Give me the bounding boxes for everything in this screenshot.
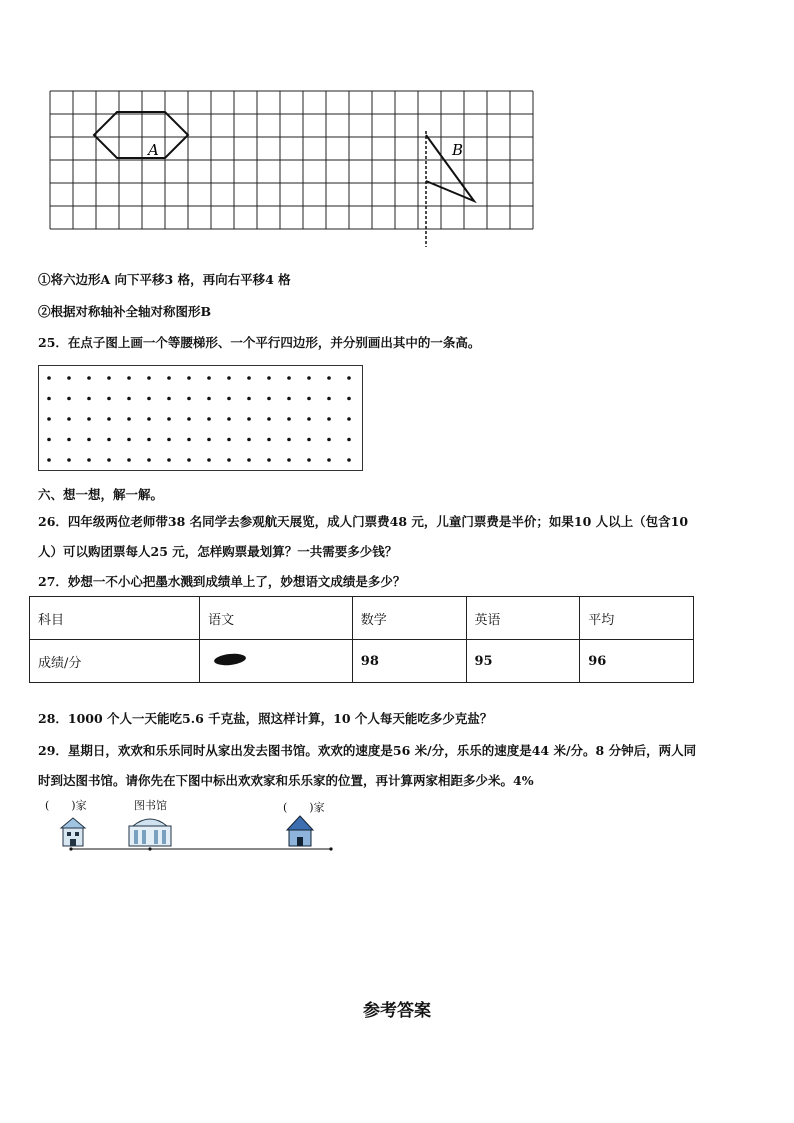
q29-line2: 时到达图书馆。请你先在下图中标出欢欢家和乐乐家的位置，再计算两家相距多少米。4% <box>38 773 534 788</box>
grid-dot <box>47 376 51 380</box>
grid-dot <box>107 438 111 442</box>
table-cell: 95 <box>466 640 580 683</box>
grid-dot <box>67 458 71 462</box>
grid-dot <box>127 376 131 380</box>
grid-dot <box>167 458 171 462</box>
grid-dot <box>327 458 331 462</box>
table-header-row <box>30 597 694 640</box>
table-cell: 96 <box>580 640 694 683</box>
grid-dot <box>227 417 231 421</box>
library-label: 图书馆 <box>134 799 167 812</box>
grid-dot <box>127 458 131 462</box>
label-b: B <box>452 141 464 159</box>
table-cell: 98 <box>352 640 466 683</box>
grid-dot <box>207 458 211 462</box>
route-point <box>148 847 151 850</box>
table-row <box>30 640 694 683</box>
grid-dot <box>347 438 351 442</box>
section-title: 六、想一想，解一解。 <box>38 487 164 502</box>
grid-dot <box>287 438 291 442</box>
grid-dot <box>267 417 271 421</box>
grid-dot <box>167 417 171 421</box>
grid-dot <box>287 417 291 421</box>
q24-step2: ②根据对称轴补全轴对称图形B <box>38 304 212 319</box>
grid-dot <box>127 417 131 421</box>
grid-dot <box>87 458 91 462</box>
grid-dot <box>47 397 51 401</box>
q29-line1: 29．星期日，欢欢和乐乐同时从家出发去图书馆。欢欢的速度是56 米/分，乐乐的速度是44 米/分。8 分钟后，两人同 <box>38 743 697 758</box>
grid-dot <box>87 438 91 442</box>
grid-dot <box>247 376 251 380</box>
grid-dot <box>327 417 331 421</box>
grid-dot <box>227 438 231 442</box>
grid-dot <box>247 397 251 401</box>
label-a: A <box>148 141 159 159</box>
grid-dot <box>267 397 271 401</box>
grid-dot <box>247 458 251 462</box>
grid-dot <box>87 397 91 401</box>
grid-dot <box>187 376 191 380</box>
grid-dot <box>187 417 191 421</box>
grid-dot <box>347 397 351 401</box>
grid-dot <box>347 417 351 421</box>
grid-dot <box>147 376 151 380</box>
library-icon <box>129 819 171 846</box>
grid-dot <box>307 458 311 462</box>
q26-line1: 26．四年级两位老师带38 名同学去参观航天展览，成人门票费48 元，儿童门票费是半价；如果10 人以上（包含10 <box>38 514 689 529</box>
ink-blot <box>214 652 247 666</box>
grid-dot <box>67 438 71 442</box>
grid-dot <box>167 376 171 380</box>
grid-dot <box>287 397 291 401</box>
grid-dot <box>247 417 251 421</box>
grid-dot <box>267 376 271 380</box>
table-header: 平均 <box>580 597 694 640</box>
grid-dot <box>67 417 71 421</box>
ink-blot-cell <box>200 640 353 683</box>
grid-dot <box>67 397 71 401</box>
route-point <box>69 847 72 850</box>
q26-line2: 人）可以购团票每人25 元，怎样购票最划算？一共需要多少钱？ <box>38 544 398 559</box>
grid-dot <box>167 438 171 442</box>
dot-grid <box>38 365 363 471</box>
grid-dot <box>347 376 351 380</box>
grid-dot <box>307 417 311 421</box>
route-point <box>329 847 332 850</box>
grid-dot <box>127 397 131 401</box>
grid-dot <box>207 397 211 401</box>
grid-dot <box>207 438 211 442</box>
grid-dot <box>327 397 331 401</box>
grid-dot <box>47 438 51 442</box>
grid-dot <box>187 438 191 442</box>
grid-dot <box>107 397 111 401</box>
grid-dot <box>147 438 151 442</box>
table-header: 英语 <box>466 597 580 640</box>
grid-dot <box>227 376 231 380</box>
grid-dot <box>107 376 111 380</box>
grid-dot <box>107 417 111 421</box>
answers-title: 参考答案 <box>363 1001 431 1021</box>
grid-dot <box>87 417 91 421</box>
grid-dot <box>127 438 131 442</box>
grid-dot <box>67 376 71 380</box>
grid-dot <box>287 376 291 380</box>
grid-dot <box>207 376 211 380</box>
route-diagram <box>55 810 345 855</box>
row-label: 成绩/分 <box>30 640 200 683</box>
grid-dot <box>227 458 231 462</box>
grid-dot <box>147 417 151 421</box>
grid-figure <box>48 89 551 247</box>
grid-dot <box>207 417 211 421</box>
table-header: 科目 <box>30 597 200 640</box>
grid-dot <box>147 397 151 401</box>
grid-dot <box>187 458 191 462</box>
grid-dot <box>307 376 311 380</box>
grid-dot <box>327 438 331 442</box>
right-house-icon <box>287 816 313 846</box>
grid-dot <box>227 397 231 401</box>
left-house-label: ( )家 <box>45 799 87 812</box>
right-house-label: ( )家 <box>283 801 325 814</box>
grid-dot <box>87 376 91 380</box>
grid-dot <box>147 458 151 462</box>
grid-dot <box>47 417 51 421</box>
q28-text: 28．1000 个人一天能吃5.6 千克盐，照这样计算，10 个人每天能吃多少克盐？ <box>38 711 493 726</box>
grid-dot <box>267 458 271 462</box>
grid-dot <box>187 397 191 401</box>
grid-dot <box>47 458 51 462</box>
grid-dot <box>287 458 291 462</box>
left-house-icon <box>61 818 85 846</box>
grid-dot <box>347 458 351 462</box>
grid-dot <box>307 438 311 442</box>
table-header: 语文 <box>200 597 353 640</box>
grid-dot <box>107 458 111 462</box>
grid-dot <box>327 376 331 380</box>
q24-step1: ①将六边形A 向下平移3 格，再向右平移4 格 <box>38 272 291 287</box>
hexagon-a <box>94 112 188 158</box>
q27-text: 27．妙想一不小心把墨水溅到成绩单上了，妙想语文成绩是多少？ <box>38 574 406 589</box>
figure-b <box>426 135 474 201</box>
q25-text: 25．在点子图上画一个等腰梯形、一个平行四边形，并分别画出其中的一条高。 <box>38 335 481 350</box>
grid-dot <box>247 438 251 442</box>
grid-dot <box>167 397 171 401</box>
table-header: 数学 <box>352 597 466 640</box>
score-table <box>29 596 694 683</box>
grid-dot <box>307 397 311 401</box>
grid-dot <box>267 438 271 442</box>
